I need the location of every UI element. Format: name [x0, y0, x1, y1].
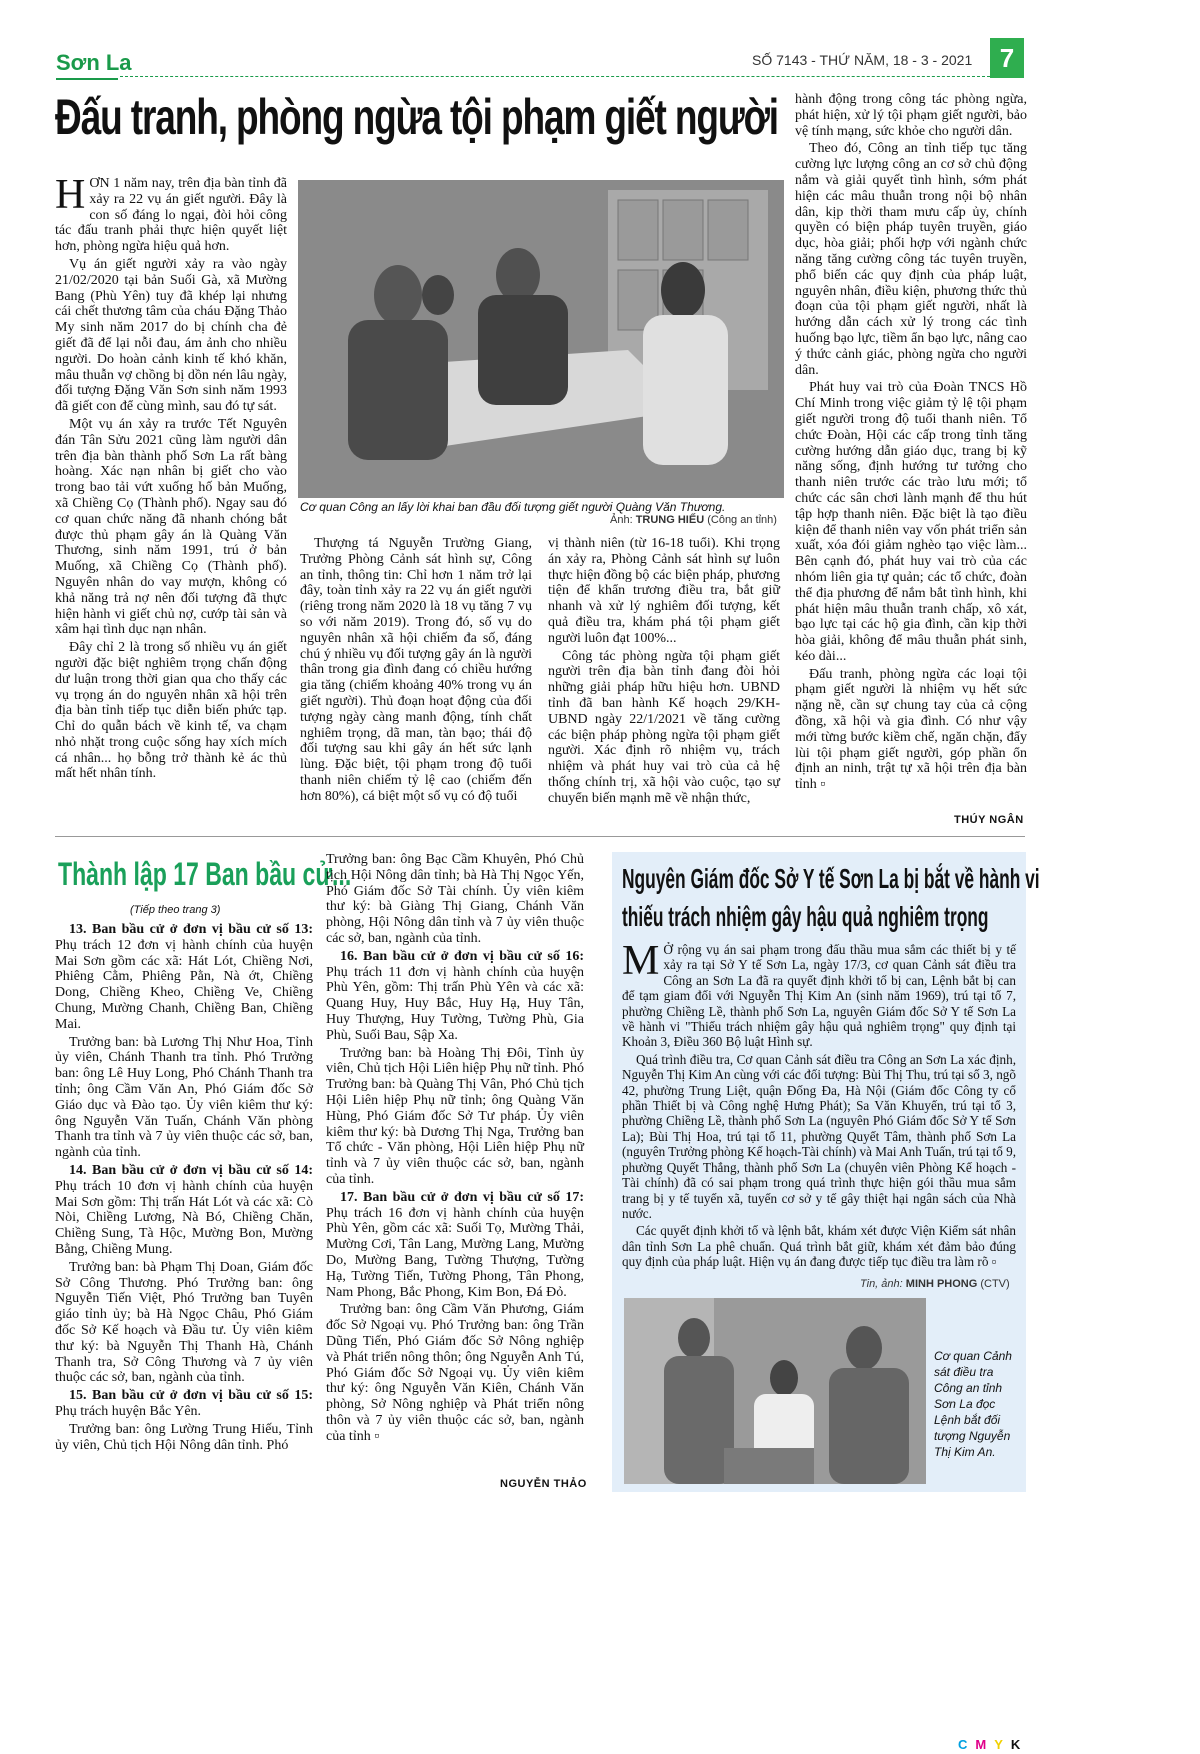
header-rule — [120, 76, 990, 78]
article3-lead: M Ở rộng vụ án sai phạm trong đấu thầu mua sắm các thiết bị y tế xảy ra tại Sở Y tế Sơn La, ngày 17/3, cơ quan Cảnh sát điều tra Công an Sơn La đã ra quyết định khởi tố bị can, Lệnh bắt bị can để tạm giam đối với Nguyễn Thị Kim An (sinh năm 1969), trú tại tổ 7, phường Chiềng Lề, thành phố Sơn La, nguyên Giám đốc Sở Y tế Sơn La về hành vi "Thiếu trách nhiệm gây hậu quả nghiêm trọng" quy định tại Khoản 3, Điều 360 Bộ luật Hình sự. — [622, 938, 1016, 1050]
arrest-photo — [624, 1298, 926, 1484]
article3-headline-line2: thiếu trách nhiệm gây hậu quả nghiêm trọng — [622, 901, 989, 932]
article-paragraph: vị thành niên (từ 16-18 tuổi). Khi trọng án xảy ra, Phòng Cảnh sát hình sự luôn thực hiện đồng bộ các biện pháp, phương tiện để khẩn trương điều tra, bắt giữ nhanh và xử lý nghiêm đối tượng, kết quả điều tra, khám phá tội phạm giết người luôn đạt 100%... — [548, 536, 780, 646]
photo-credit: Ảnh: TRUNG HIẾU (Công an tỉnh) — [610, 514, 777, 526]
article1-column-4 — [795, 92, 1027, 795]
article2-author: NGUYỄN THẢO — [500, 1478, 587, 1490]
article-paragraph: Đây chỉ 2 là trong số nhiều vụ án giết người đặc biệt nghiêm trọng chấn động dư luận trong thời gian qua cho thấy các vụ trọng án do nguyên nhân xã hội trên địa bàn tỉnh tiếp tục diễn biến phức tạp. Chỉ do quẫn bách về kinh tế, va chạm nhỏ nhặt trong cuộc sống hay xích mích cá nhân... họ bỗng trở thành kẻ ác thủ mất hết nhân tính. — [55, 640, 287, 782]
article2-headline: Thành lập 17 Ban bầu cử... — [58, 856, 352, 892]
article2-paragraph: 13. Ban bầu cử ở đơn vị bầu cử số 13: Phụ trách 12 đơn vị hành chính của huyện Mai Sơn gồm các xã: Hát Lót, Chiềng Nơi, Phiêng Cằm, Phiêng Pằn, Nà ớt, Chiềng Dong, Chiềng Kheo, Chiềng Ve, Chiềng Chung, Mường Chanh, Chiềng Ban, Chiềng Mai. — [55, 922, 313, 1032]
cmyk-m: M — [975, 1737, 987, 1752]
article2-paragraph: Trưởng ban: bà Lương Thị Như Hoa, Tỉnh ủy viên, Chánh Thanh tra tỉnh. Phó Trưởng ban: ông Lê Huy Long, Phó Chánh Thanh tra tỉnh; ông Cầm Văn An, Phó Giám đốc Sở Giáo dục và Đào tạo. Ủy viên kiêm thư ký: ông Nguyễn Văn Tuấn, Chánh Văn phòng Thanh tra tỉnh và 7 ủy viên thuộc các sở, ban, ngành của tỉnh. — [55, 1034, 313, 1161]
article-paragraph: Theo đó, Công an tỉnh tiếp tục tăng cường lực lượng công an cơ sở chủ động nắm và giải quyết tình hình, sớm phát hiện các mâu thuẫn trong nội bộ nhân dân, kịp thời tham mưu cấp ủy, chính quyền có biện pháp tuyên truyền, giáo dục, hòa giải; phối hợp với ngành chức năng tăng cường công tác tuyên truyền, phổ biến các quy định của pháp luật, nguyên nhân, điều kiện, phương thức thủ đoạn của tội phạm giết người, nhất là hướng dẫn cách xử lý trong các tình huống bạo lực, tiềm ẩn bạo lực, nâng cao ý thức cảnh giác, phòng ngừa cho người dân. — [795, 141, 1027, 378]
drop-cap: M — [622, 938, 660, 984]
article-paragraph: Thượng tá Nguyễn Trường Giang, Trưởng Phòng Cảnh sát hình sự, Công an tỉnh, thông tin: Chỉ hơn 1 năm trở lại đây, toàn tỉnh xảy ra 22 vụ án giết người (riêng trong năm 2020 là 18 vụ tăng 7 vụ so với năm 2019). Trong đó, số vụ do nguyên nhân xã hội chiếm đa số, đáng chú ý nhiều vụ đối tượng gây án là người thân trong gia đình đang có chiều hướng gia tăng (chiếm khoảng 40% trong vụ án giết người). Thủ đoạn hoạt động của đối tượng ngày càng manh động, tính chất nghiêm trọng, dã man, tàn bạo; thái độ đối tượng sau khi gây án hết sức lạnh lùng. Đặc biệt, tội phạm trong độ tuổi thanh niên chiếm tỷ lệ cao (chiếm đến hơn 80%), cá biệt một số vụ có độ tuổi — [300, 536, 532, 804]
page-number: 7 — [990, 38, 1024, 78]
article-paragraph: Phát huy vai trò của Đoàn TNCS Hồ Chí Minh trong việc giảm tỷ lệ tội phạm giết người trong độ tuổi thanh niên. Tổ chức Đoàn, Hội các cấp trong tỉnh tăng cường hướng dẫn giáo dục, trang bị kỹ năng sống, định hướng tư tưởng cho thanh niên trước các trào lưu mới; tổ chức các sân chơi lành mạnh để thu hút tập hợp thanh niên. Đặc biệt là tạo điều kiện để thanh niên vay vốn phát triển sản xuất, xóa đói giảm nghèo tạo việc làm... Bên cạnh đó, phát huy vai trò của các nhóm liên gia tự quản; các tổ chức, đoàn thể địa phương để nắm bắt tình hình, khi phát hiện mâu thuẫn tranh chấp, xô xát, bạo lực tại các hộ gia đình, cần kịp thời hòa giải, không để mâu thuẫn phát sinh, kéo dài... — [795, 380, 1027, 664]
article-paragraph: Vụ án giết người xảy ra vào ngày 21/02/2020 tại bản Suối Gà, xã Mường Bang (Phù Yên) tuy đã khép lại nhưng cái chết thương tâm của cháu Đặng Thảo My sinh năm 2017 do bị chính cha đẻ giết đã để lại nỗi đau, ám ảnh cho nhiều người. Do hoàn cảnh kinh tế khó khăn, mâu thuẫn vợ chồng bị dồn nén lâu ngày, đối tượng Đặng Văn Sơn sinh năm 1993 đã giết con để cùng mình, sau đó tự sát. — [55, 256, 287, 415]
article3-paragraph: Quá trình điều tra, Cơ quan Cảnh sát điều tra Công an Sơn La xác định, Nguyễn Thị Kim An cùng với các đối tượng: Bùi Thị Thu, trú tại số 3, ngõ 42, phường Trung Liệt, quận Đống Đa, Hà Nội (Giám đốc Công ty cổ phần Thiết bị và Công nghệ Hưng Phát); Sa Văn Khuyến, trú tại tổ 3, phường Chiềng Lề, thành phố Sơn La (nguyên Phó Giám đốc Sở Y tế Sơn La); Bùi Thị Hoa, trú tại tổ 11, phường Quyết Tâm, thành phố Sơn La (nguyên Trưởng phòng Kế hoạch-Tài chính) và Mai Anh Tuấn, trú tại tổ 9, phường Quyết Thắng, thành phố Sơn La (chuyên viên Phòng Kế hoạch - Tài chính) đã có sai phạm trong quá trình thực hiện gói thầu mua sắm trang bị y tế tuyến xã, tuyến cơ sở y tế gây thiệt hại ngân sách của Nhà nước. — [622, 1051, 1016, 1221]
interrogation-photo — [298, 180, 784, 498]
article-paragraph: Công tác phòng ngừa tội phạm giết người trên địa bàn tỉnh đang đòi hỏi những giải pháp hữu hiệu hơn. UBND tỉnh đã ban hành Kế hoạch 29/KH-UBND ngày 22/1/2021 về tăng cường các biện pháp phòng ngừa tội phạm giết người. Xác định rõ nhiệm vụ, trách nhiệm và phát huy vai trò của cả hệ thống chính trị, xã hội vào cuộc, tạo sự chuyển biến mạnh mẽ về nhận thức, — [548, 648, 780, 806]
article3-headline-line1: Nguyên Giám đốc Sở Y tế Sơn La bị bắt về hành vi — [622, 863, 1040, 894]
article2-paragraph: 14. Ban bầu cử ở đơn vị bầu cử số 14: Phụ trách 10 đơn vị hành chính của huyện Mai Sơn gồm: Thị trấn Hát Lót và các xã: Cò Nòi, Chiềng Lương, Nà Bó, Chiềng Chăn, Chiềng Sung, Tà Hộc, Mường Bon, Mường Bằng, Chiềng Mung. — [55, 1162, 313, 1257]
drop-cap: H — [55, 172, 86, 218]
article3-paragraph: Các quyết định khởi tố và lệnh bắt, khám xét được Viện Kiểm sát nhân dân tỉnh Sơn La phê chuẩn. Quá trình bắt giữ, khám xét đảm bảo đúng quy định của pháp luật. Hiện vụ án đang được tiếp tục điều tra làm rõ ▫ — [622, 1223, 1016, 1270]
cmyk-y: Y — [994, 1737, 1003, 1752]
article2-paragraph: 16. Ban bầu cử ở đơn vị bầu cử số 16: Phụ trách 11 đơn vị hành chính của huyện Phù Yên, gồm: Thị trấn Phù Yên và các xã: Quang Huy, Huy Bắc, Huy Hạ, Huy Tân, Huy Thượng, Huy Tường, Tường Phù, Gia Phù, Suối Bau, Sập Xa. — [326, 948, 584, 1043]
article2-subtitle: (Tiếp theo trang 3) — [130, 904, 221, 916]
article3-credit: Tin, ảnh: MINH PHONG (CTV) — [860, 1278, 1010, 1290]
article1-author: THÚY NGÂN — [954, 814, 1024, 826]
photo-illustration — [624, 1298, 926, 1484]
article1-column-1 — [55, 172, 287, 784]
article2-paragraph: 17. Ban bầu cử ở đơn vị bầu cử số 17: Phụ trách 16 đơn vị hành chính của huyện Phù Yên, gồm các xã: Suối Tọ, Mường Thải, Mường Cơi, Tân Lang, Mường Lang, Mường Do, Mường Bang, Tường Thượng, Tường Hạ, Tường Tiến, Tường Phong, Tân Phong, Nam Phong, Bắc Phong, Kim Bon, Đá Đỏ. — [326, 1189, 584, 1300]
cmyk-marks — [958, 1736, 1024, 1754]
news-box — [612, 852, 1040, 1492]
arrest-photo-caption: Cơ quan Cảnh sát điều tra Công an tỉnh Sơn La đọc Lệnh bắt đối tượng Nguyễn Thị Kim An. — [934, 1349, 1012, 1459]
photo-caption: Cơ quan Công an lấy lời khai ban đầu đối tượng giết người Quàng Văn Thương. — [300, 500, 726, 514]
section-name: Sơn La — [56, 50, 132, 75]
section-underline — [56, 78, 118, 80]
article2-column-2 — [326, 852, 584, 1446]
article2-paragraph: 15. Ban bầu cử ở đơn vị bầu cử số 15: Phụ trách huyện Bắc Yên. — [55, 1388, 313, 1419]
article3-body — [622, 938, 1016, 1272]
cmyk-k: K — [1010, 1737, 1021, 1752]
article2-paragraph: Trưởng ban: ông Bạc Cầm Khuyên, Phó Chủ tịch Hội Nông dân tỉnh; bà Hà Thị Ngọc Yến, Phó Giám đốc Sở Tài chính. Ủy viên kiêm thư ký: bà Giàng Thị Giang, Chánh Văn phòng, Hội Nông dân tỉnh và 7 ủy viên thuộc các sở, ban, ngành của tỉnh. — [326, 852, 584, 946]
article1-column-3 — [548, 536, 780, 809]
article1-column-2 — [300, 536, 532, 807]
article-headline: Đấu tranh, phòng ngừa tội phạm giết người — [55, 89, 778, 145]
article-lead: HƠN 1 năm nay, trên địa bàn tỉnh đã xảy ra 22 vụ án giết người. Đây là con số đáng lo ngại, đòi hỏi công tác đấu tranh phải thực hiện quyết liệt hơn, phòng ngừa hiệu quả hơn. — [55, 172, 287, 255]
issue-date: SỐ 7143 - THỨ NĂM, 18 - 3 - 2021 — [752, 52, 973, 68]
article2-column-1 — [55, 922, 313, 1455]
article2-paragraph: Trưởng ban: ông Cầm Văn Phương, Giám đốc Sở Ngoại vụ. Phó Trưởng ban: ông Trần Dũng Tiến, Phó Giám đốc Sở Nông nghiệp và Phát triển nông thôn; ông Nguyễn Anh Tú, Phó Giám đốc Sở Ngoại vụ. Ủy viên kiêm thư ký: ông Nguyễn Văn Kiên, Chánh Văn phòng, Sở Nông nghiệp và Phát triển nông thôn và 7 ủy viên thuộc các sở, ban, ngành của tỉnh ▫ — [326, 1302, 584, 1444]
article-paragraph: Đấu tranh, phòng ngừa các loại tội phạm giết người là nhiệm vụ hết sức nặng nề, cần sự chung tay của cả cộng đồng, xã hội và gia đình. Có như vậy mới từng bước kiềm chế, ngăn chặn, đẩy lùi tội phạm giết người, góp phần ổn định an ninh, trật tự xã hội trên địa bàn tỉnh ▫ — [795, 666, 1027, 793]
cmyk-c: C — [958, 1737, 968, 1752]
article2-paragraph: Trưởng ban: bà Phạm Thị Doan, Giám đốc Sở Công Thương. Phó Trưởng ban: ông Nguyễn Tiến Việt, Phó Trưởng ban Tuyên giáo tỉnh ủy; bà Hà Ngọc Châu, Phó Giám đốc Sở Kế hoạch và Đầu tư. Ủy viên kiêm thư ký: bà Nguyễn Thị Thanh Hà, Chánh Thanh tra, Sở Công Thương và 7 ủy viên thuộc các sở, ban, ngành của tỉnh. — [55, 1259, 313, 1386]
article-paragraph: Một vụ án xảy ra trước Tết Nguyên đán Tân Sửu 2021 cũng làm người dân trên địa bàn thành phố Sơn La rất bàng hoàng. Xác nạn nhân bị giết cho vào trong bao tải vứt xuống hố bản Muống, xã Chiềng Cọ (Thành phố). Ngay sau đó cơ quan chức năng đã nhanh chóng bắt được thủ phạm gây án là Quàng Văn Thương, sinh năm 1991, trú ở bản Muống, xã Chiềng Cọ (Thành phố). Nguyên nhân do vay mượn, không có khả năng trả nợ nên đối tượng đã thực hiện hành vi giết chủ nợ, cướp tài sản và xâm hại tình dục nạn nhân. — [55, 416, 287, 638]
photo-illustration — [298, 180, 784, 498]
article2-paragraph: Trưởng ban: bà Hoàng Thị Đôi, Tỉnh ủy viên, Chủ tịch Hội Liên hiệp Phụ nữ tỉnh. Phó Trưởng ban: bà Quàng Thị Vân, Phó Chủ tịch Hội Liên hiệp Phụ nữ tỉnh; ông Quàng Văn Hùng, Phó Giám đốc Sở Tư pháp. Ủy viên kiêm thư ký: bà Dương Thị Nga, Trưởng ban Tổ chức - Văn phòng, Hội Liên hiệp Phụ nữ tỉnh và 7 ủy viên thuộc các sở, ban, ngành của tỉnh. — [326, 1045, 584, 1187]
section-divider — [55, 836, 1025, 837]
article2-paragraph: Trưởng ban: ông Lường Trung Hiếu, Tỉnh ủy viên, Chủ tịch Hội Nông dân tỉnh. Phó — [55, 1421, 313, 1453]
article-paragraph: hành động trong công tác phòng ngừa, phát hiện, xử lý tội phạm giết người, bảo vệ tính mạng, sức khỏe cho người dân. — [795, 92, 1027, 139]
